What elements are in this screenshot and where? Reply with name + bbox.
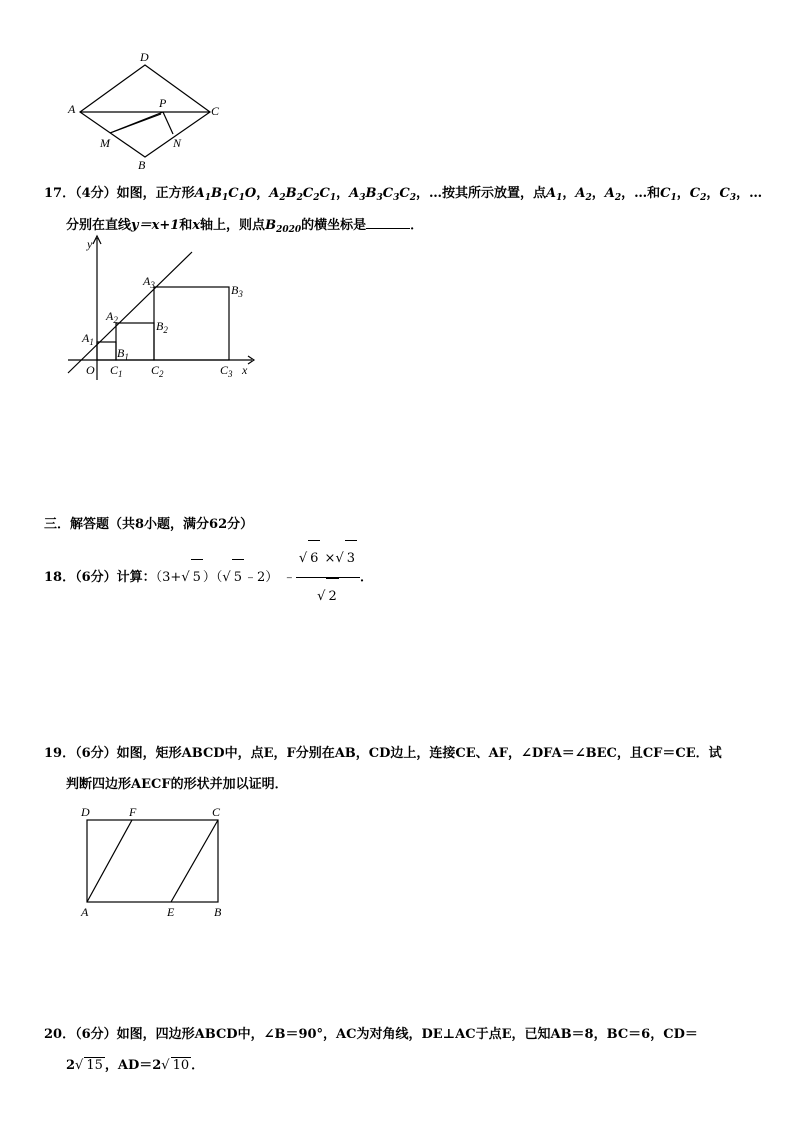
square-3: $A_3B_3C_3C_2$ [349, 186, 417, 203]
label-b3: $B_3$ [231, 283, 243, 299]
q17-text-g: 轴上，则点 [200, 218, 266, 233]
label-e: E [167, 905, 175, 919]
label-f: F [129, 805, 137, 819]
question-20-line1 [44, 1023, 698, 1042]
q18-end: ． [360, 570, 374, 585]
line-y-eq-x-plus-1 [68, 252, 192, 373]
target-point: $B_{2020}$ [265, 218, 302, 235]
q19-text-2: 判断四边形AECF的形状并加以证明． [66, 777, 288, 792]
label-a: A [68, 102, 76, 116]
question-number: 17． [44, 186, 76, 201]
label-m: M [100, 136, 110, 150]
label-b: B [138, 158, 146, 172]
square-1: $A_1B_1C_1O$ [194, 186, 257, 203]
coef-2: 2 [66, 1058, 76, 1073]
q20-text-1: 如图，四边形ABCD中，∠B＝90°，AC为对角线，DE⊥AC于点E，已知AB＝8，BC＝6，CD＝ [116, 1027, 698, 1042]
rectangle-abcd [87, 820, 218, 902]
q17-text-d: ，… [736, 186, 763, 201]
question-19-line1 [44, 742, 722, 761]
question-number: 18． [44, 570, 76, 585]
answer-blank[interactable] [366, 216, 410, 229]
times: × [324, 551, 336, 566]
label-a3: $A_3$ [143, 274, 155, 290]
q20-end: ． [191, 1058, 205, 1073]
label-b: B [214, 905, 222, 919]
label-c: C [211, 104, 220, 118]
question-20-line2: 2√ 15 ，AD＝2√ 10 ． [66, 1058, 205, 1073]
q17-text-e: 分别在直线 [66, 218, 132, 233]
label-c2: $C_2$ [151, 363, 164, 379]
q17-text-a: 如图，正方形 [116, 186, 195, 201]
sqrt-6: 6 [308, 540, 320, 577]
label-o: O [86, 363, 95, 377]
x-variable: x [192, 218, 201, 233]
question-17-line1: 17．（4分）如图，正方形$A_1B_1C_1O$，$A_2B_2C_2C_1$，$A_3B_3C_3C_2$，…按其所示放置，点$A_1$，$A_2$，$A_2$，…和$C_1$，$C_2$，$C_3$，… [44, 186, 763, 203]
segment-mp2 [110, 114, 161, 133]
label-a1: $A_1$ [82, 331, 94, 347]
sqrt-2: 2 [326, 578, 338, 615]
square-1-shape [97, 342, 116, 360]
question-points: （6分） [75, 1027, 117, 1042]
q20-text-ad: ，AD＝2 [104, 1058, 162, 1073]
q17-text-c: ，…和 [621, 186, 661, 201]
label-a: A [81, 905, 89, 919]
label-b2: $B_2$ [156, 319, 168, 335]
segment-ec [171, 820, 218, 902]
square-2: $A_2B_2C_2C_1$ [269, 186, 337, 203]
q17-end: ． [410, 218, 424, 233]
numerator: √ 6 ×√ 3 [296, 540, 360, 578]
sqrt-10: 10 [172, 1058, 190, 1073]
question-points: （4分） [75, 186, 117, 201]
q17-text-f: 和 [179, 218, 193, 233]
denominator: √ 2 [296, 578, 360, 615]
segment-af [87, 820, 132, 902]
question-points: （6分） [75, 746, 117, 761]
question-19-line2 [66, 773, 288, 792]
q17-text-h: 的横坐标是 [301, 218, 367, 233]
label-c: C [212, 805, 221, 819]
figure-rhombus [60, 45, 230, 175]
label-d: D [140, 50, 149, 64]
expr-close: ﹣2） [244, 570, 279, 585]
sqrt-3: 3 [345, 540, 357, 577]
minus: ﹣ [282, 570, 296, 585]
sqrt-5: 5 [191, 559, 203, 596]
q18-text: 计算： [116, 570, 156, 585]
segment-pn [163, 112, 173, 134]
question-points: （6分） [75, 570, 117, 585]
line-equation: y＝x+1 [131, 218, 180, 233]
label-x: x [242, 363, 248, 377]
q19-text-1: 如图，矩形ABCD中，点E，F分别在AB，CD边上，连接CE、AF，∠DFA＝∠BEC，且CF＝CE．试 [116, 746, 722, 761]
fraction [296, 540, 360, 615]
label-p: P [159, 96, 167, 110]
label-a2: $A_2$ [106, 309, 118, 325]
sqrt-5-b: 5 [232, 559, 244, 596]
label-d: D [81, 805, 90, 819]
square-3-shape [154, 287, 229, 360]
question-number: 20． [44, 1027, 76, 1042]
expr-open: （3+ [155, 570, 182, 585]
section-3-title: 三．解答题（共8小题，满分62分） [44, 517, 254, 532]
sqrt-15: 15 [86, 1058, 103, 1073]
expr-mid: ）（ [202, 570, 223, 585]
figure-rectangle [75, 803, 235, 923]
q17-text-b: ，…按其所示放置，点 [416, 186, 547, 201]
label-c1: $C_1$ [110, 363, 123, 379]
label-b1: $B_1$ [117, 346, 129, 362]
question-number: 19． [44, 746, 76, 761]
question-18: 18．（6分）计算：（3+√ 5 ）（√ 5 ﹣2） ﹣ $\frac{√ 6 \times√ 3}{√ 2}$ ． [44, 540, 373, 615]
label-y: y [87, 237, 93, 251]
figure-squares [62, 232, 262, 382]
label-n: N [173, 136, 182, 150]
label-c3: $C_3$ [220, 363, 233, 379]
